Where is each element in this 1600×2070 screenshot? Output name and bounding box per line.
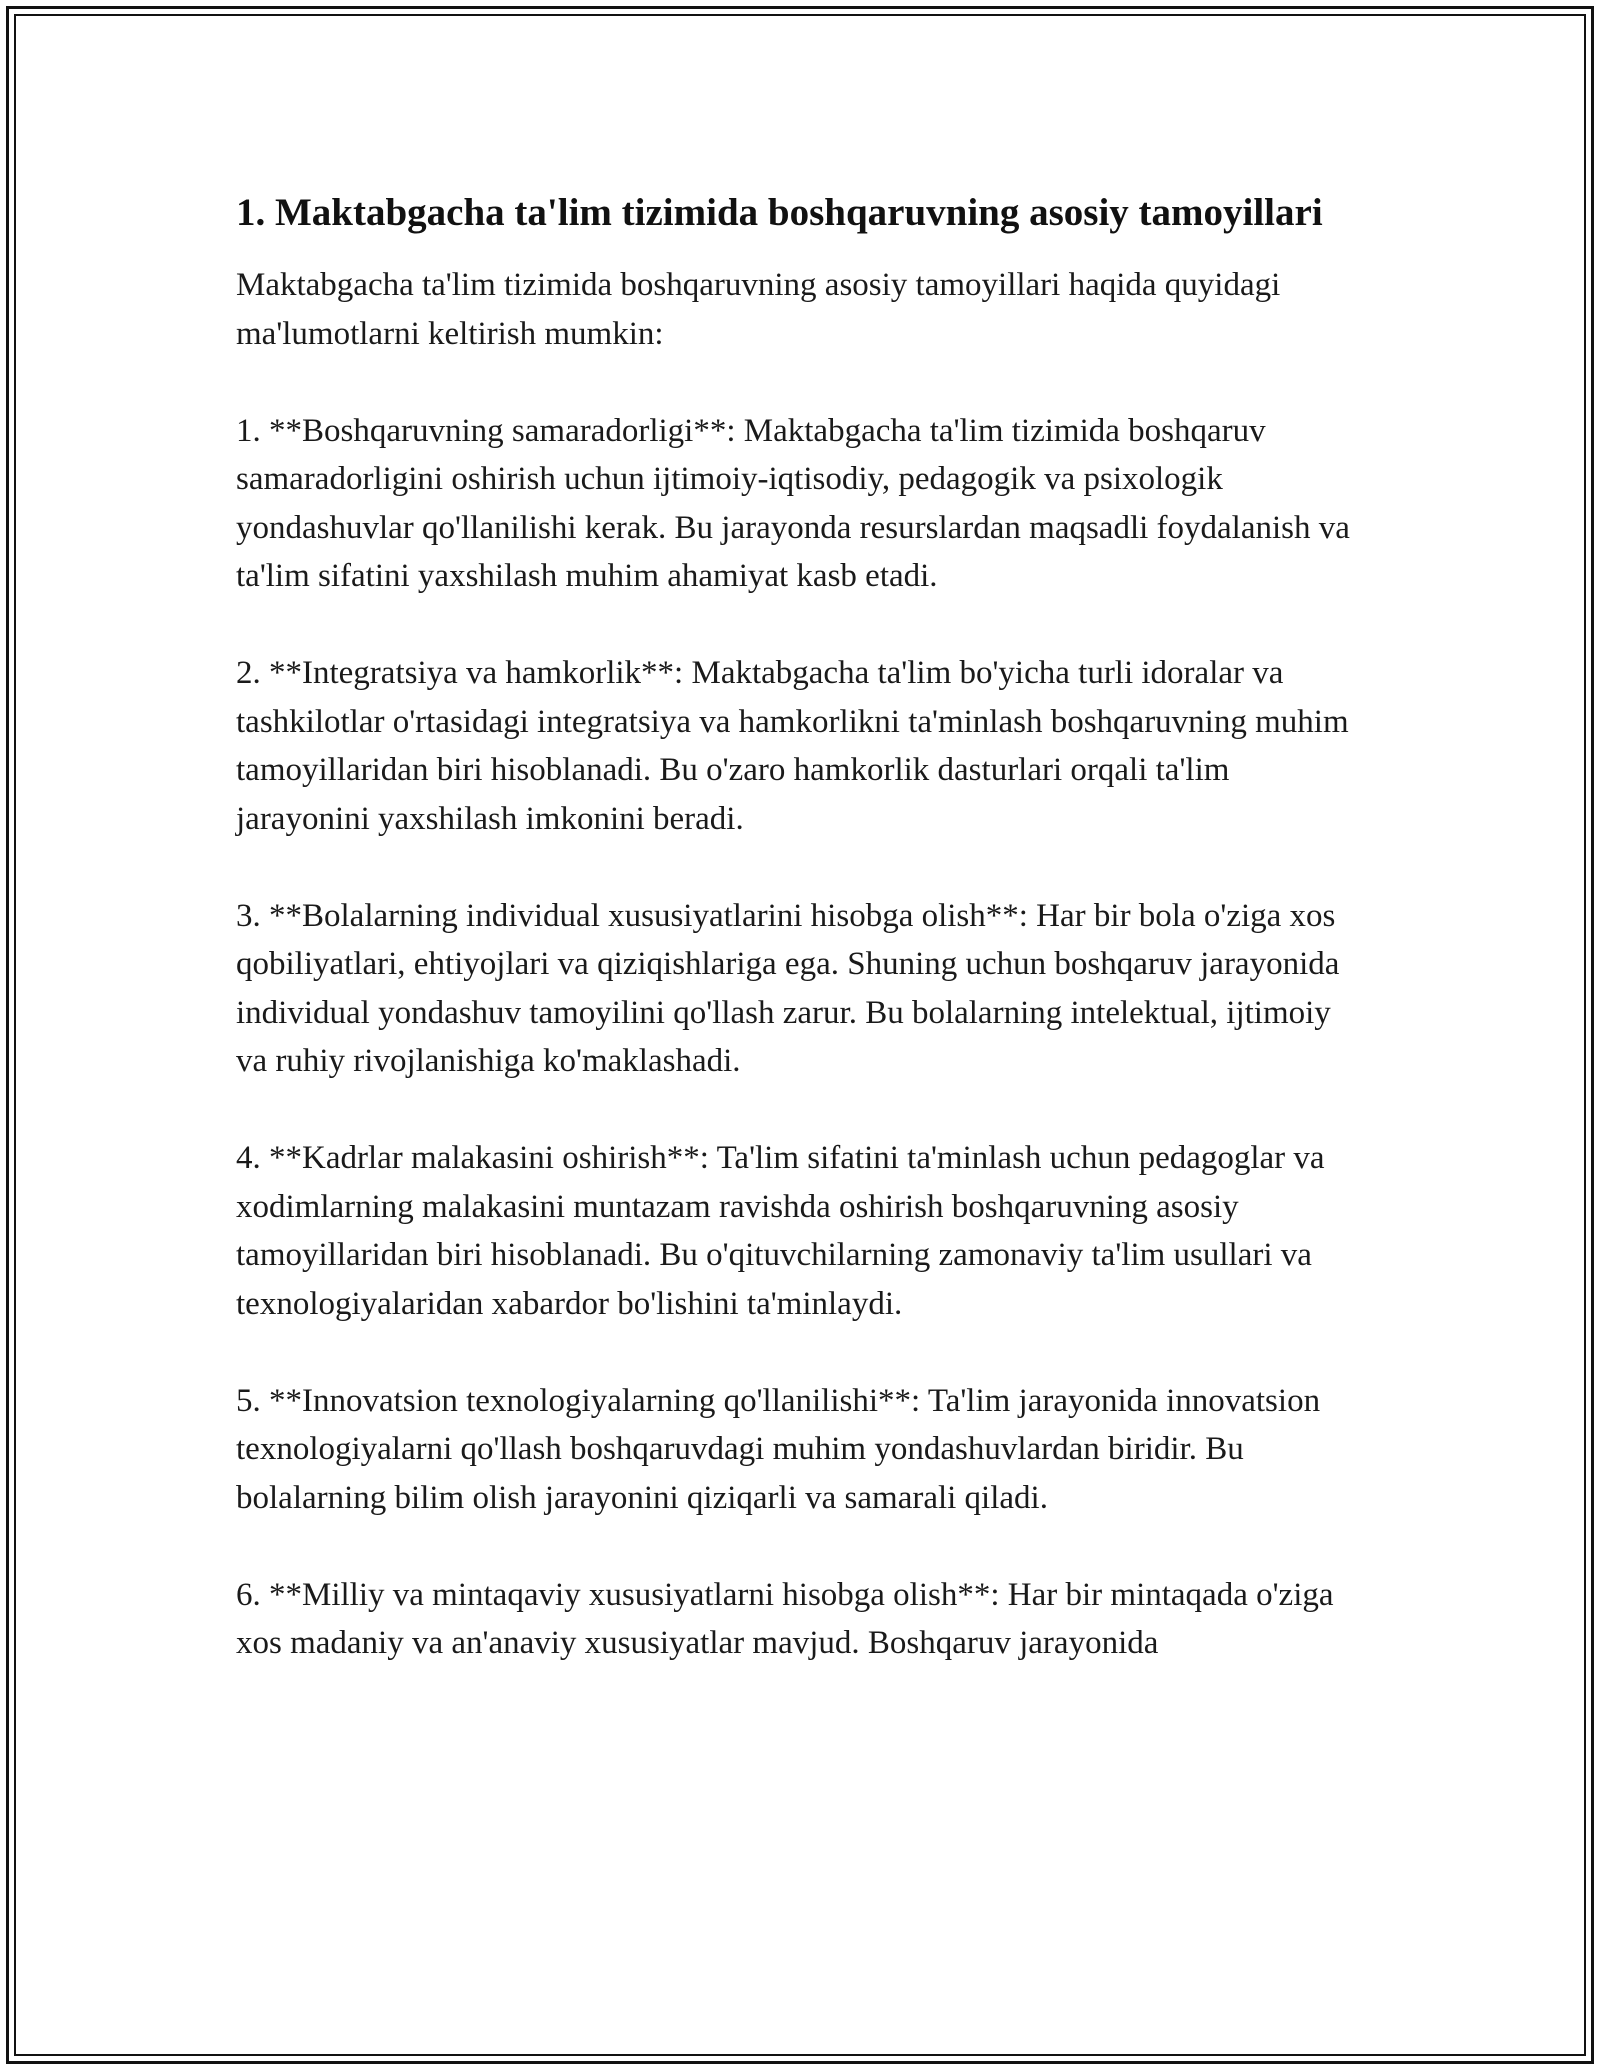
principle-paragraph-3: 3. **Bolalarning individual xususiyatlarini hisobga olish**: Har bir bola o'ziga xos qobiliyatlari, ehtiyojlari va qiziqishlariga ega. Shuning uchun boshqaruv jarayonida individual yondashuv tamoyilini qo'llash zarur. Bu bolalarning intelektual, ijtimoiy va ruhiy rivojlanishiga ko'maklashadi.	[236, 897, 1340, 1079]
principle-paragraph-5: 5. **Innovatsion texnologiyalarning qo'llanilishi**: Ta'lim jarayonida innovatsion texnologiyalarni qo'llash boshqaruvdagi muhim yondashuvlardan biridir. Bu bolalarning bilim olish jarayonini qiziqarli va samarali qiladi.	[236, 1382, 1321, 1516]
principle-paragraph-2: 2. **Integratsiya va hamkorlik**: Maktabgacha ta'lim bo'yicha turli idoralar va tashkilotlar o'rtasidagi integratsiya va hamkorlikni ta'minlash boshqaruvning muhim tamoyillaridan biri hisoblanadi. Bu o'zaro hamkorlik dasturlari orqali ta'lim jarayonini yaxshilash imkonini beradi.	[236, 655, 1349, 837]
document-page	[236, 186, 1366, 1668]
principle-paragraph-6: 6. **Milliy va mintaqaviy xususiyatlarni hisobga olish**: Har bir mintaqada o'ziga xos madaniy va an'anaviy xususiyatlar mavjud. Boshqaruv jarayonida	[236, 1576, 1334, 1661]
intro-paragraph: Maktabgacha ta'lim tizimida boshqaruvning asosiy tamoyillari haqida quyidagi ma'lumotlarni keltirish mumkin:	[236, 267, 1281, 352]
section-heading: 1. Maktabgacha ta'lim tizimida boshqaruvning asosiy tamoyillari	[236, 191, 1323, 234]
principle-paragraph-1: 1. **Boshqaruvning samaradorligi**: Maktabgacha ta'lim tizimida boshqaruv samaradorligini oshirish uchun ijtimoiy-iqtisodiy, pedagogik va psixologik yondashuvlar qo'llanilishi kerak. Bu jarayonda resurslardan maqsadli foydalanish va ta'lim sifatini yaxshilash muhim ahamiyat kasb etadi.	[236, 412, 1350, 594]
principle-paragraph-4: 4. **Kadrlar malakasini oshirish**: Ta'lim sifatini ta'minlash uchun pedagoglar va xodimlarning malakasini muntazam ravishda oshirish boshqaruvning asosiy tamoyillaridan biri hisoblanadi. Bu o'qituvchilarning zamonaviy ta'lim usullari va texnologiyalaridan xabardor bo'lishini ta'minlaydi.	[236, 1140, 1325, 1322]
